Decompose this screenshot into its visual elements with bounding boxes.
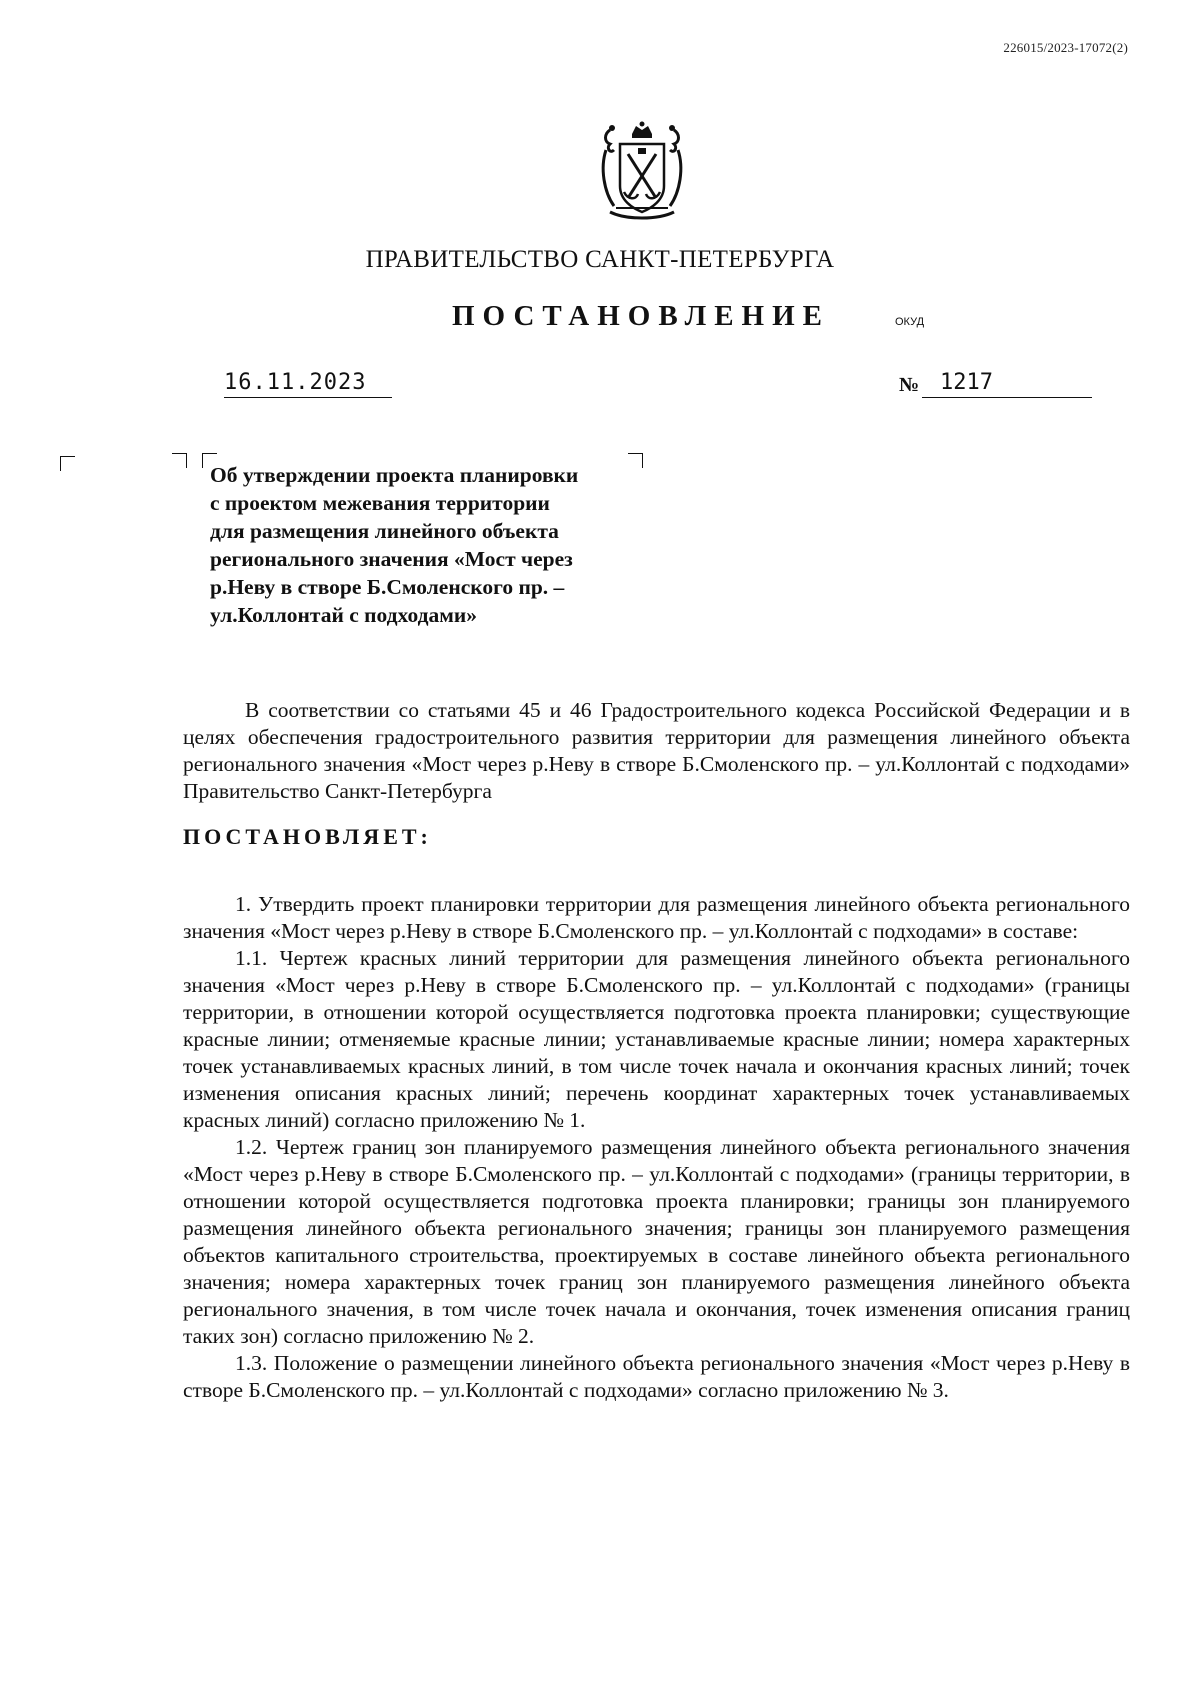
resolves-heading: ПОСТАНОВЛЯЕТ: [183, 824, 432, 849]
intro-text: В соответствии со статьями 45 и 46 Градостроительного кодекса Российской Федерации и в целях обеспечения градостроительного развития территории для размещения линейного объекта регионального значения «Мост через р.Неву в створе Б.Смоленского пр. – ул.Коллонтай с подходами» Правительство Санкт-Петербурга [183, 698, 1130, 803]
decree-item: 1.2. Чертеж границ зон планируемого размещения линейного объекта регионального значения «Мост через р.Неву в створе Б.Смоленского пр. – ул.Коллонтай с подходами» (границы территории, в отношении которой осуществляется подготовка проекта планировки; границы зон планируемого размещения линейного объекта регионального значения; границы зон планируемого размещения объектов капитального строительства, проектируемых в составе линейного объекта регионального значения; номера характерных точек границ зон планируемого размещения линейного объекта регионального значения, в том числе точек начала и окончания, точек изменения описания границ таких зон) согласно приложению № 2. [183, 1135, 1130, 1348]
government-title: ПРАВИТЕЛЬСТВО САНКТ-ПЕТЕРБУРГА [365, 246, 835, 273]
decree-item: 1.1. Чертеж красных линий территории для размещения линейного объекта регионального значения «Мост через р.Неву в створе Б.Смоленского пр. – ул.Коллонтай с подходами» (границы территории, в отношении которой осуществляется подготовка проекта планировки; существующие красные линии; отменяемые красные линии; устанавливаемые красные линии; номера характерных точек устанавливаемых красных линий, в том числе точек начала и окончания красных линий; точек изменения описания красных линий; перечень координат характерных точек устанавливаемых красных линий) согласно приложению № 1. [183, 946, 1130, 1132]
decree-subject [210, 461, 640, 629]
corner-bracket-left [60, 456, 75, 471]
decree-items [183, 891, 1130, 1404]
saint-petersburg-coat-of-arms-icon [596, 120, 688, 222]
subject-line: регионального значения «Мост через [210, 547, 573, 571]
subject-line: Об утверждении проекта планировки [210, 463, 579, 487]
okud-label: ОКУД [895, 316, 925, 328]
subject-line: с проектом межевания территории [210, 491, 550, 515]
subject-line: р.Неву в створе Б.Смоленского пр. – [210, 575, 565, 599]
decree-date: 16.11.2023 [224, 370, 392, 398]
number-sign: № [899, 374, 920, 396]
subject-line: ул.Коллонтай с подходами» [210, 603, 478, 627]
decree-item: 1.3. Положение о размещении линейного объекта регионального значения «Мост через р.Неву в створе Б.Смоленского пр. – ул.Коллонтай с подходами» согласно приложению № 3. [183, 1351, 1130, 1402]
decree-number-value: 1217 [940, 370, 993, 395]
subject-line: для размещения линейного объекта [210, 519, 559, 543]
decree-number [922, 370, 1092, 398]
decree-title: ПОСТАНОВЛЕНИЕ [452, 300, 831, 332]
decree-item: 1. Утвердить проект планировки территории для размещения линейного объекта регионального значения «Мост через р.Неву в створе Б.Смоленского пр. – ул.Коллонтай с подходами» в составе: [183, 892, 1130, 943]
document-code: 226015/2023-17072(2) [1003, 40, 1128, 55]
corner-bracket-mid-right [172, 453, 187, 468]
intro-paragraph [183, 697, 1130, 805]
